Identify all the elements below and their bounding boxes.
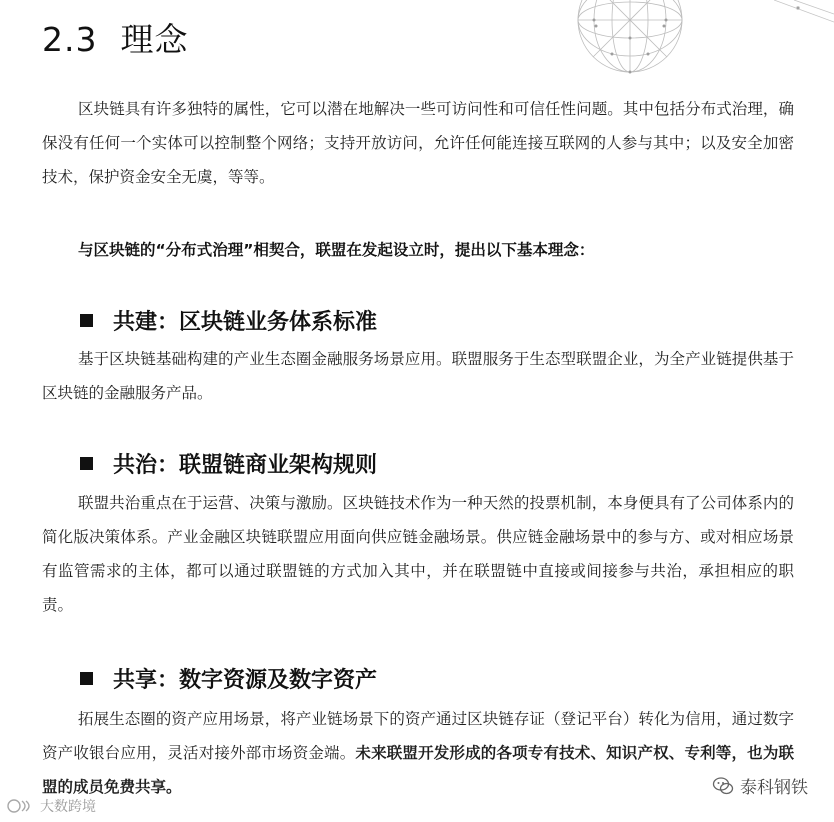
- watermark-left-text: 大数跨境: [40, 799, 96, 815]
- lead-sentence: 与区块链的“分布式治理”相契合，联盟在发起设立时，提出以下基本理念：: [78, 241, 595, 259]
- section-title: [42, 14, 188, 61]
- intro-paragraph: 区块链具有许多独特的属性，它可以潜在地解决一些可访问性和可信任性问题。其中包括分布式治理，确保没有任何一个实体可以控制整个网络；支持开放访问，允许任何能连接互联网的人参与其中；以及安全加密技术，保护资金安全无虞，等等。: [42, 100, 794, 186]
- principle-paragraph-coshare: [42, 702, 794, 804]
- watermark-left: [6, 796, 96, 816]
- wechat-icon: [712, 775, 734, 797]
- watermark-right-text: 泰科钢铁: [740, 778, 808, 798]
- principle-paragraph-cobuild: 基于区块链基础构建的产业生态圈金融服务场景应用。联盟服务于生态型联盟企业，为全产业链提供基于区块链的金融服务产品。: [42, 350, 794, 402]
- section-number: 2.3: [42, 20, 98, 59]
- principle-heading-coshare: [80, 663, 377, 694]
- square-bullet-icon: [80, 672, 93, 685]
- square-bullet-icon: [80, 457, 93, 470]
- watermark-logo-icon: [6, 798, 36, 814]
- watermark-right: [712, 773, 808, 798]
- principle-heading-cogovern: [80, 448, 377, 479]
- principle-paragraph-cogovern: 联盟共治重点在于运营、决策与激励。区块链技术作为一种天然的投票机制，本身便具有了公司体系内的简化版决策体系。产业金融区块链联盟应用面向供应链金融场景。供应链金融场景中的参与方、或对相应场景有监管需求的主体，都可以通过联盟链的方式加入其中，并在联盟链中直接或间接参与共治，承担相应的职责。: [42, 494, 794, 614]
- principle-heading-text: 共建：区块链业务体系标准: [113, 310, 378, 335]
- paragraph-bold-text: 未来联盟开发形成的各项专有技术、知识产权、专利等，也为联盟的成员免费共享。: [42, 744, 794, 796]
- principle-heading-cobuild: [80, 305, 377, 336]
- paragraph-text: 拓展生态圈的资产应用场景，将产业链场景下的资产通过区块链存证（登记平台）转化为信用，通过数字资产收银台应用，灵活对接外部市场资金端。: [42, 710, 794, 762]
- section-title-text: 理念: [120, 20, 189, 59]
- principle-heading-text: 共治：联盟链商业架构规则: [113, 453, 378, 478]
- wireframe-globe-graphic: [576, 0, 684, 74]
- square-bullet-icon: [80, 314, 93, 327]
- principle-heading-text: 共享：数字资源及数字资产: [113, 668, 378, 693]
- corner-decoration: [774, 0, 834, 30]
